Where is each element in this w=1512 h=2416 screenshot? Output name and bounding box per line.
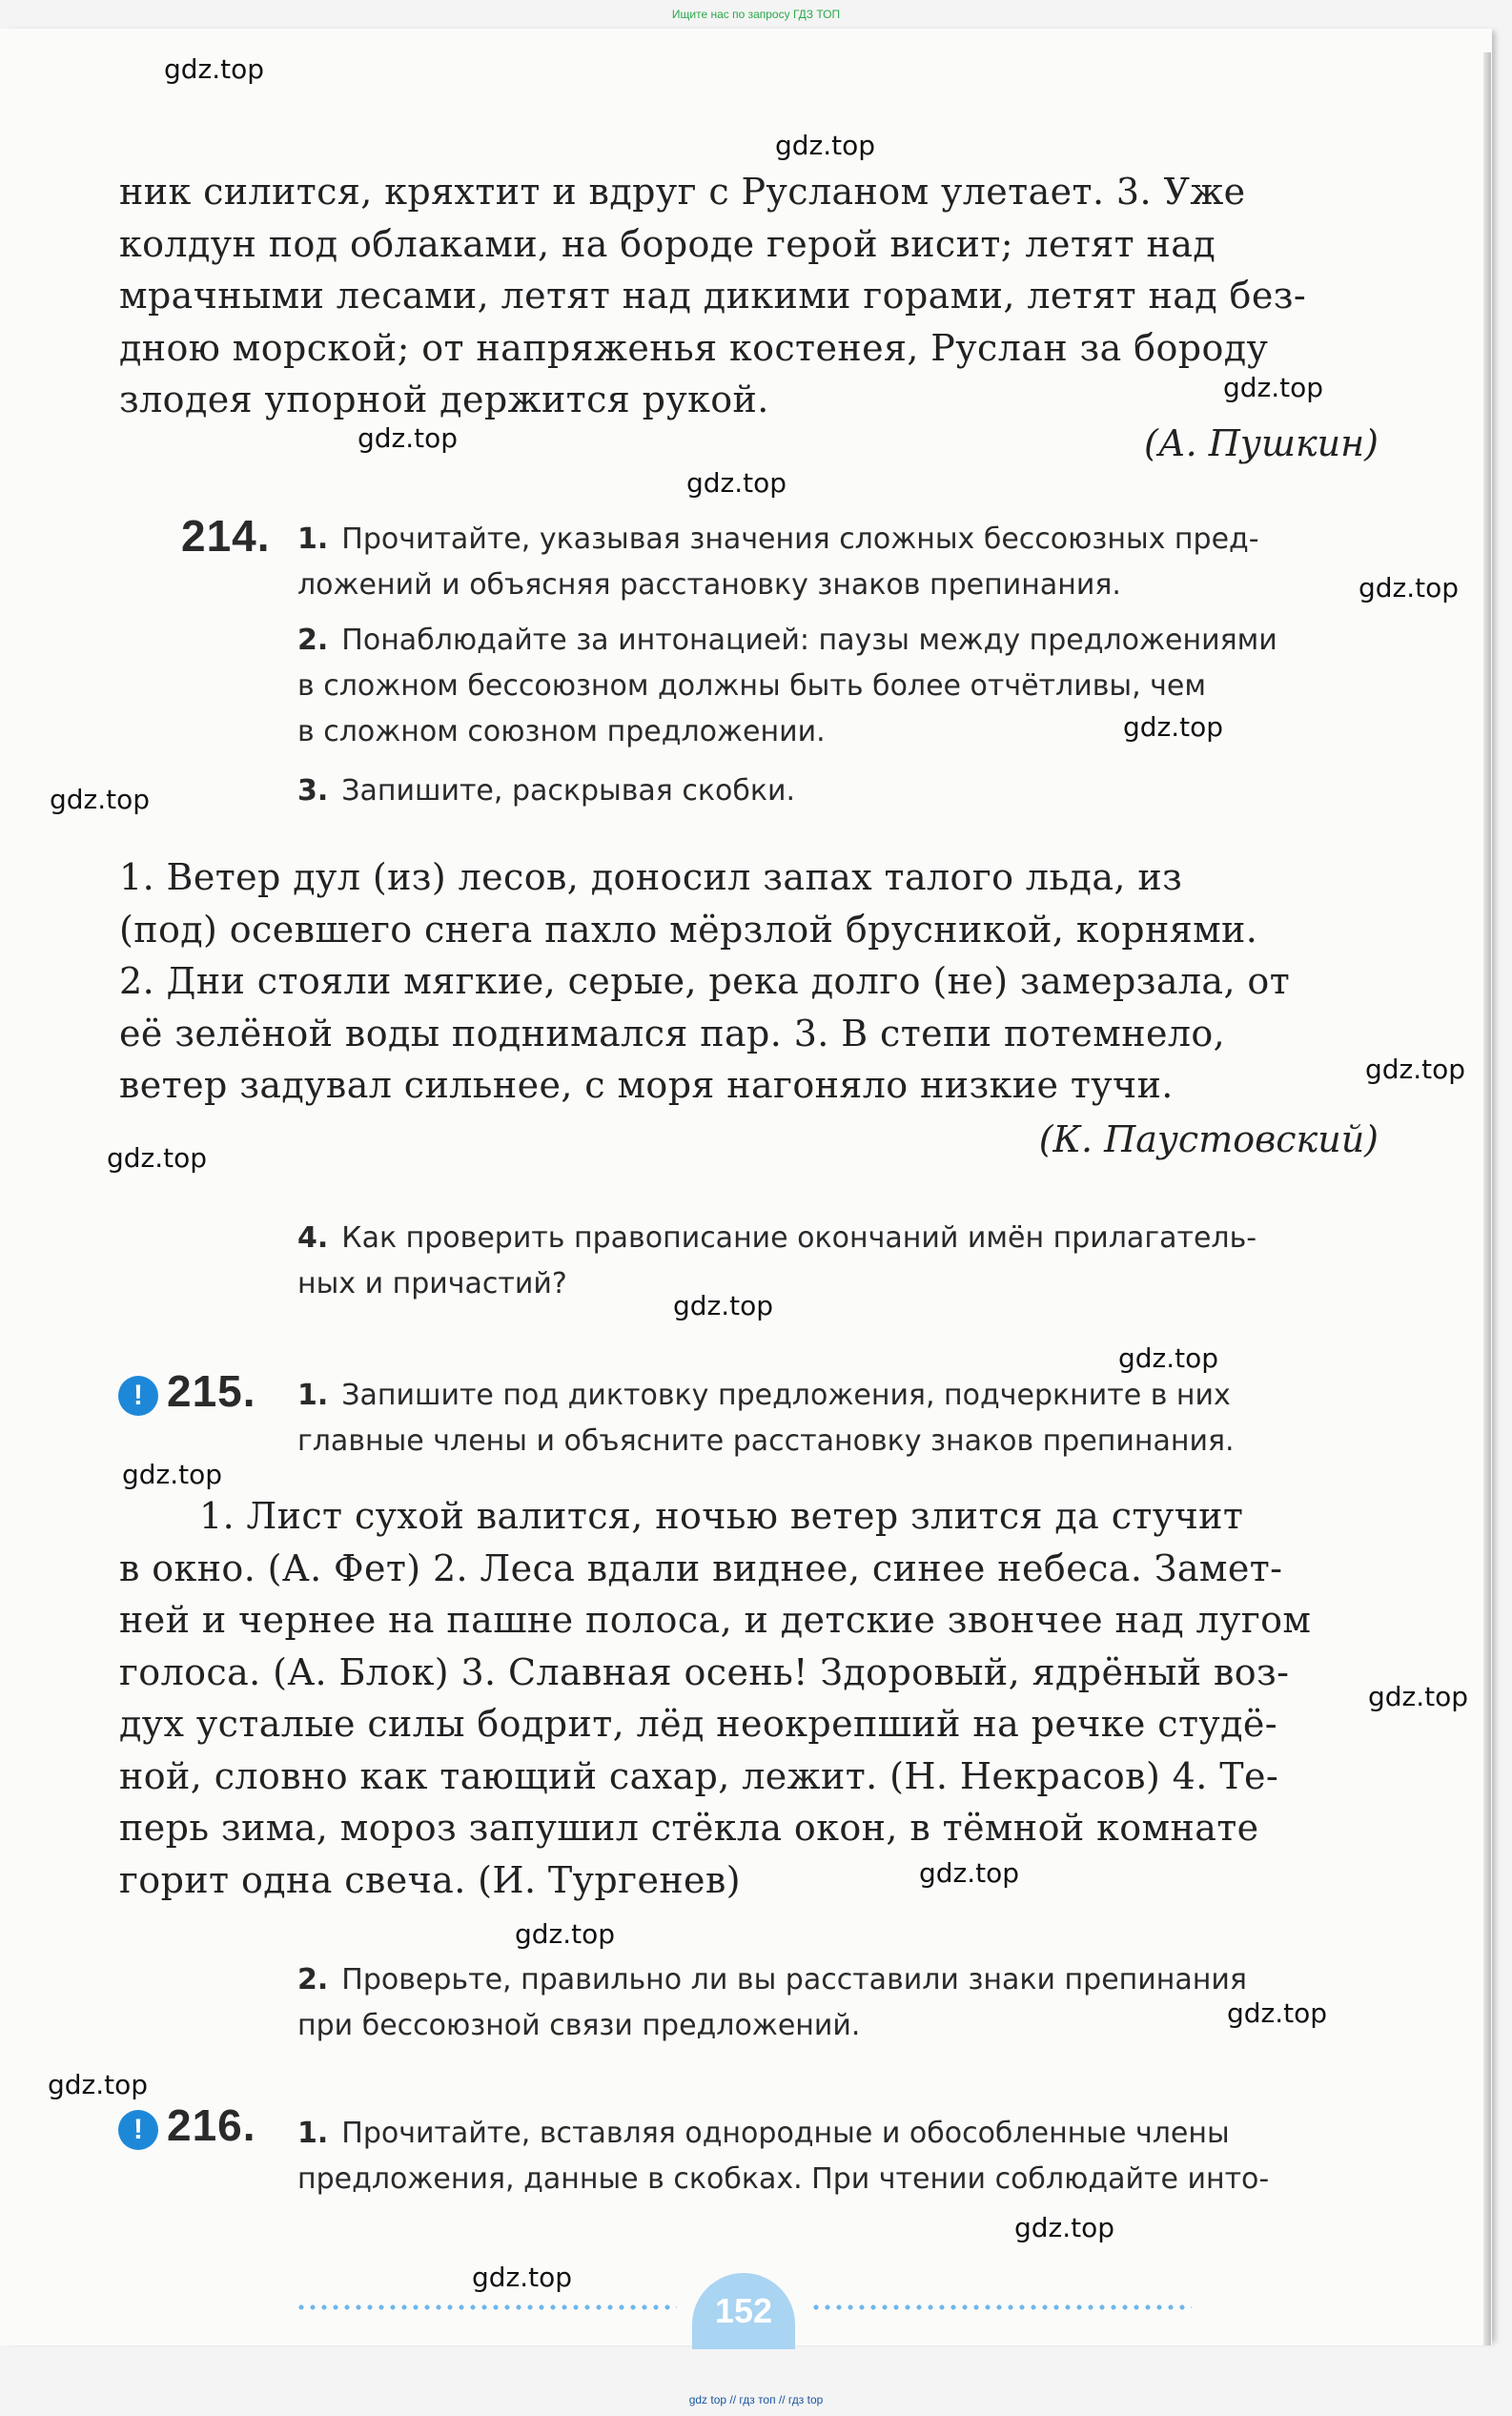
exercise-214-number: 214.: [181, 511, 271, 561]
text-line: её зелёной воды поднимался пар. 3. В степи потемнело,: [119, 1012, 1226, 1054]
watermark: gdz.top: [1359, 572, 1460, 604]
task-text: в сложном бессоюзном должны быть более отчётливы, чем: [297, 669, 1206, 703]
text-line: колдун под облаками, на бороде герой висит; летят над: [119, 222, 1216, 265]
task-number: 3.: [297, 774, 329, 808]
top-banner[interactable]: Ищите нас по запросу ГДЗ ТОП: [671, 8, 841, 21]
watermark: gdz.top: [1118, 1342, 1219, 1374]
watermark: gdz.top: [48, 2069, 149, 2100]
text-line: ней и чернее на пашне полоса, и детские звончее над лугом: [119, 1599, 1312, 1641]
author-pushkin: (А. Пушкин): [1144, 422, 1379, 464]
page-number: 152: [692, 2273, 795, 2349]
watermark: gdz.top: [107, 1142, 208, 1174]
watermark: gdz.top: [775, 130, 876, 161]
watermark: gdz.top: [1365, 1054, 1466, 1085]
text-line: ветер задувал сильнее, с моря нагоняло низкие тучи.: [119, 1064, 1174, 1106]
ex214-task-4: [297, 1216, 1379, 1307]
ex214-task-3: [297, 768, 1379, 814]
watermark: gdz.top: [358, 422, 459, 454]
watermark: gdz.top: [1368, 1681, 1469, 1712]
text-line: голоса. (А. Блок) 3. Славная осень! Здоровый, ядрёный воз-: [119, 1650, 1290, 1693]
bottom-banner[interactable]: gdz top // гдз топ // гдз top: [688, 2393, 824, 2406]
task-text: главные члены и объясните расстановку знаков препинания.: [297, 1424, 1235, 1458]
page-edge: [1483, 52, 1491, 2345]
exercise-215-number: 215.: [167, 1366, 256, 1416]
text-line: ник силится, кряхтит и вдруг с Русланом улетает. 3. Уже: [119, 171, 1246, 213]
text-line: (под) осевшего снега пахло мёрзлой брусникой, корнями.: [119, 908, 1258, 951]
task-number: 2.: [297, 624, 329, 657]
task-text: предложения, данные в скобках. При чтении соблюдайте инто-: [297, 2162, 1270, 2196]
ex215-task-1: [297, 1373, 1379, 1464]
text-line: 1. Ветер дул (из) лесов, доносил запах талого льда, из: [119, 856, 1183, 898]
watermark: gdz.top: [164, 53, 265, 85]
task-text: при бессоюзной связи предложений.: [297, 2009, 861, 2042]
task-number: 1.: [297, 2117, 329, 2150]
footer-dots-right: [810, 2304, 1192, 2310]
alert-icon: !: [118, 2110, 158, 2150]
task-number: 4.: [297, 1221, 329, 1255]
text-line: 2. Дни стояли мягкие, серые, река долго (не) замерзала, от: [119, 960, 1291, 1002]
passage-dictation: [119, 1490, 1379, 1906]
task-text: Запишите под диктовку предложения, подчеркните в них: [341, 1379, 1231, 1412]
alert-icon: !: [118, 1376, 158, 1416]
passage-pushkin: [119, 166, 1379, 426]
text-line: дух усталые силы бодрит, лёд неокрепший на речке студё-: [119, 1703, 1278, 1745]
watermark: gdz.top: [122, 1459, 223, 1490]
task-text: ложений и объясняя расстановку знаков препинания.: [297, 568, 1121, 602]
watermark: gdz.top: [673, 1290, 774, 1321]
task-text: Проверьте, правильно ли вы расставили знаки препинания: [341, 1963, 1247, 1996]
text-line: ной, словно как тающий сахар, лежит. (Н. Некрасов) 4. Те-: [119, 1754, 1279, 1797]
watermark: gdz.top: [515, 1918, 616, 1950]
task-text: в сложном союзном предложении.: [297, 715, 826, 748]
ex216-task-1: [297, 2111, 1379, 2202]
watermark: gdz.top: [50, 784, 151, 815]
task-text: Прочитайте, указывая значения сложных бессоюзных пред-: [341, 522, 1259, 556]
task-number: 1.: [297, 1379, 329, 1412]
ex214-task-1: [297, 517, 1379, 608]
text-line: 1. Лист сухой валится, ночью ветер злится да стучит: [199, 1495, 1244, 1537]
task-text: Понаблюдайте за интонацией: паузы между предложениями: [341, 624, 1277, 657]
watermark: gdz.top: [686, 467, 787, 499]
watermark: gdz.top: [472, 2262, 573, 2293]
text-line: мрачными лесами, летят над дикими горами, летят над без-: [119, 275, 1307, 317]
watermark: gdz.top: [1223, 372, 1324, 403]
task-text: ных и причастий?: [297, 1267, 567, 1300]
text-line: злодея упорной держится рукой.: [119, 379, 769, 420]
task-text: Прочитайте, вставляя однородные и обособленные члены: [341, 2117, 1230, 2150]
text-line: в окно. (А. Фет) 2. Леса вдали виднее, синее небеса. Замет-: [119, 1546, 1283, 1589]
watermark: gdz.top: [1227, 1997, 1328, 2029]
watermark: gdz.top: [919, 1857, 1020, 1889]
text-line: дною морской; от напряженья костенея, Руслан за бороду: [119, 326, 1269, 369]
footer-dots-left: [296, 2304, 677, 2310]
task-text: Запишите, раскрывая скобки.: [341, 774, 796, 808]
watermark: gdz.top: [1123, 711, 1224, 743]
ex215-task-2: [297, 1957, 1379, 2049]
text-line: горит одна свеча. (И. Тургенев): [119, 1858, 741, 1901]
exercise-216-number: 216.: [167, 2100, 256, 2150]
task-number: 1.: [297, 522, 329, 556]
passage-paustovsky: [119, 851, 1379, 1112]
task-text: Как проверить правописание окончаний имён прилагатель-: [341, 1221, 1257, 1255]
task-number: 2.: [297, 1963, 329, 1996]
author-paustovsky: (К. Паустовский): [1038, 1118, 1379, 1160]
text-line: перь зима, мороз запушил стёкла окон, в тёмной комнате: [119, 1807, 1259, 1849]
watermark: gdz.top: [1014, 2212, 1115, 2243]
